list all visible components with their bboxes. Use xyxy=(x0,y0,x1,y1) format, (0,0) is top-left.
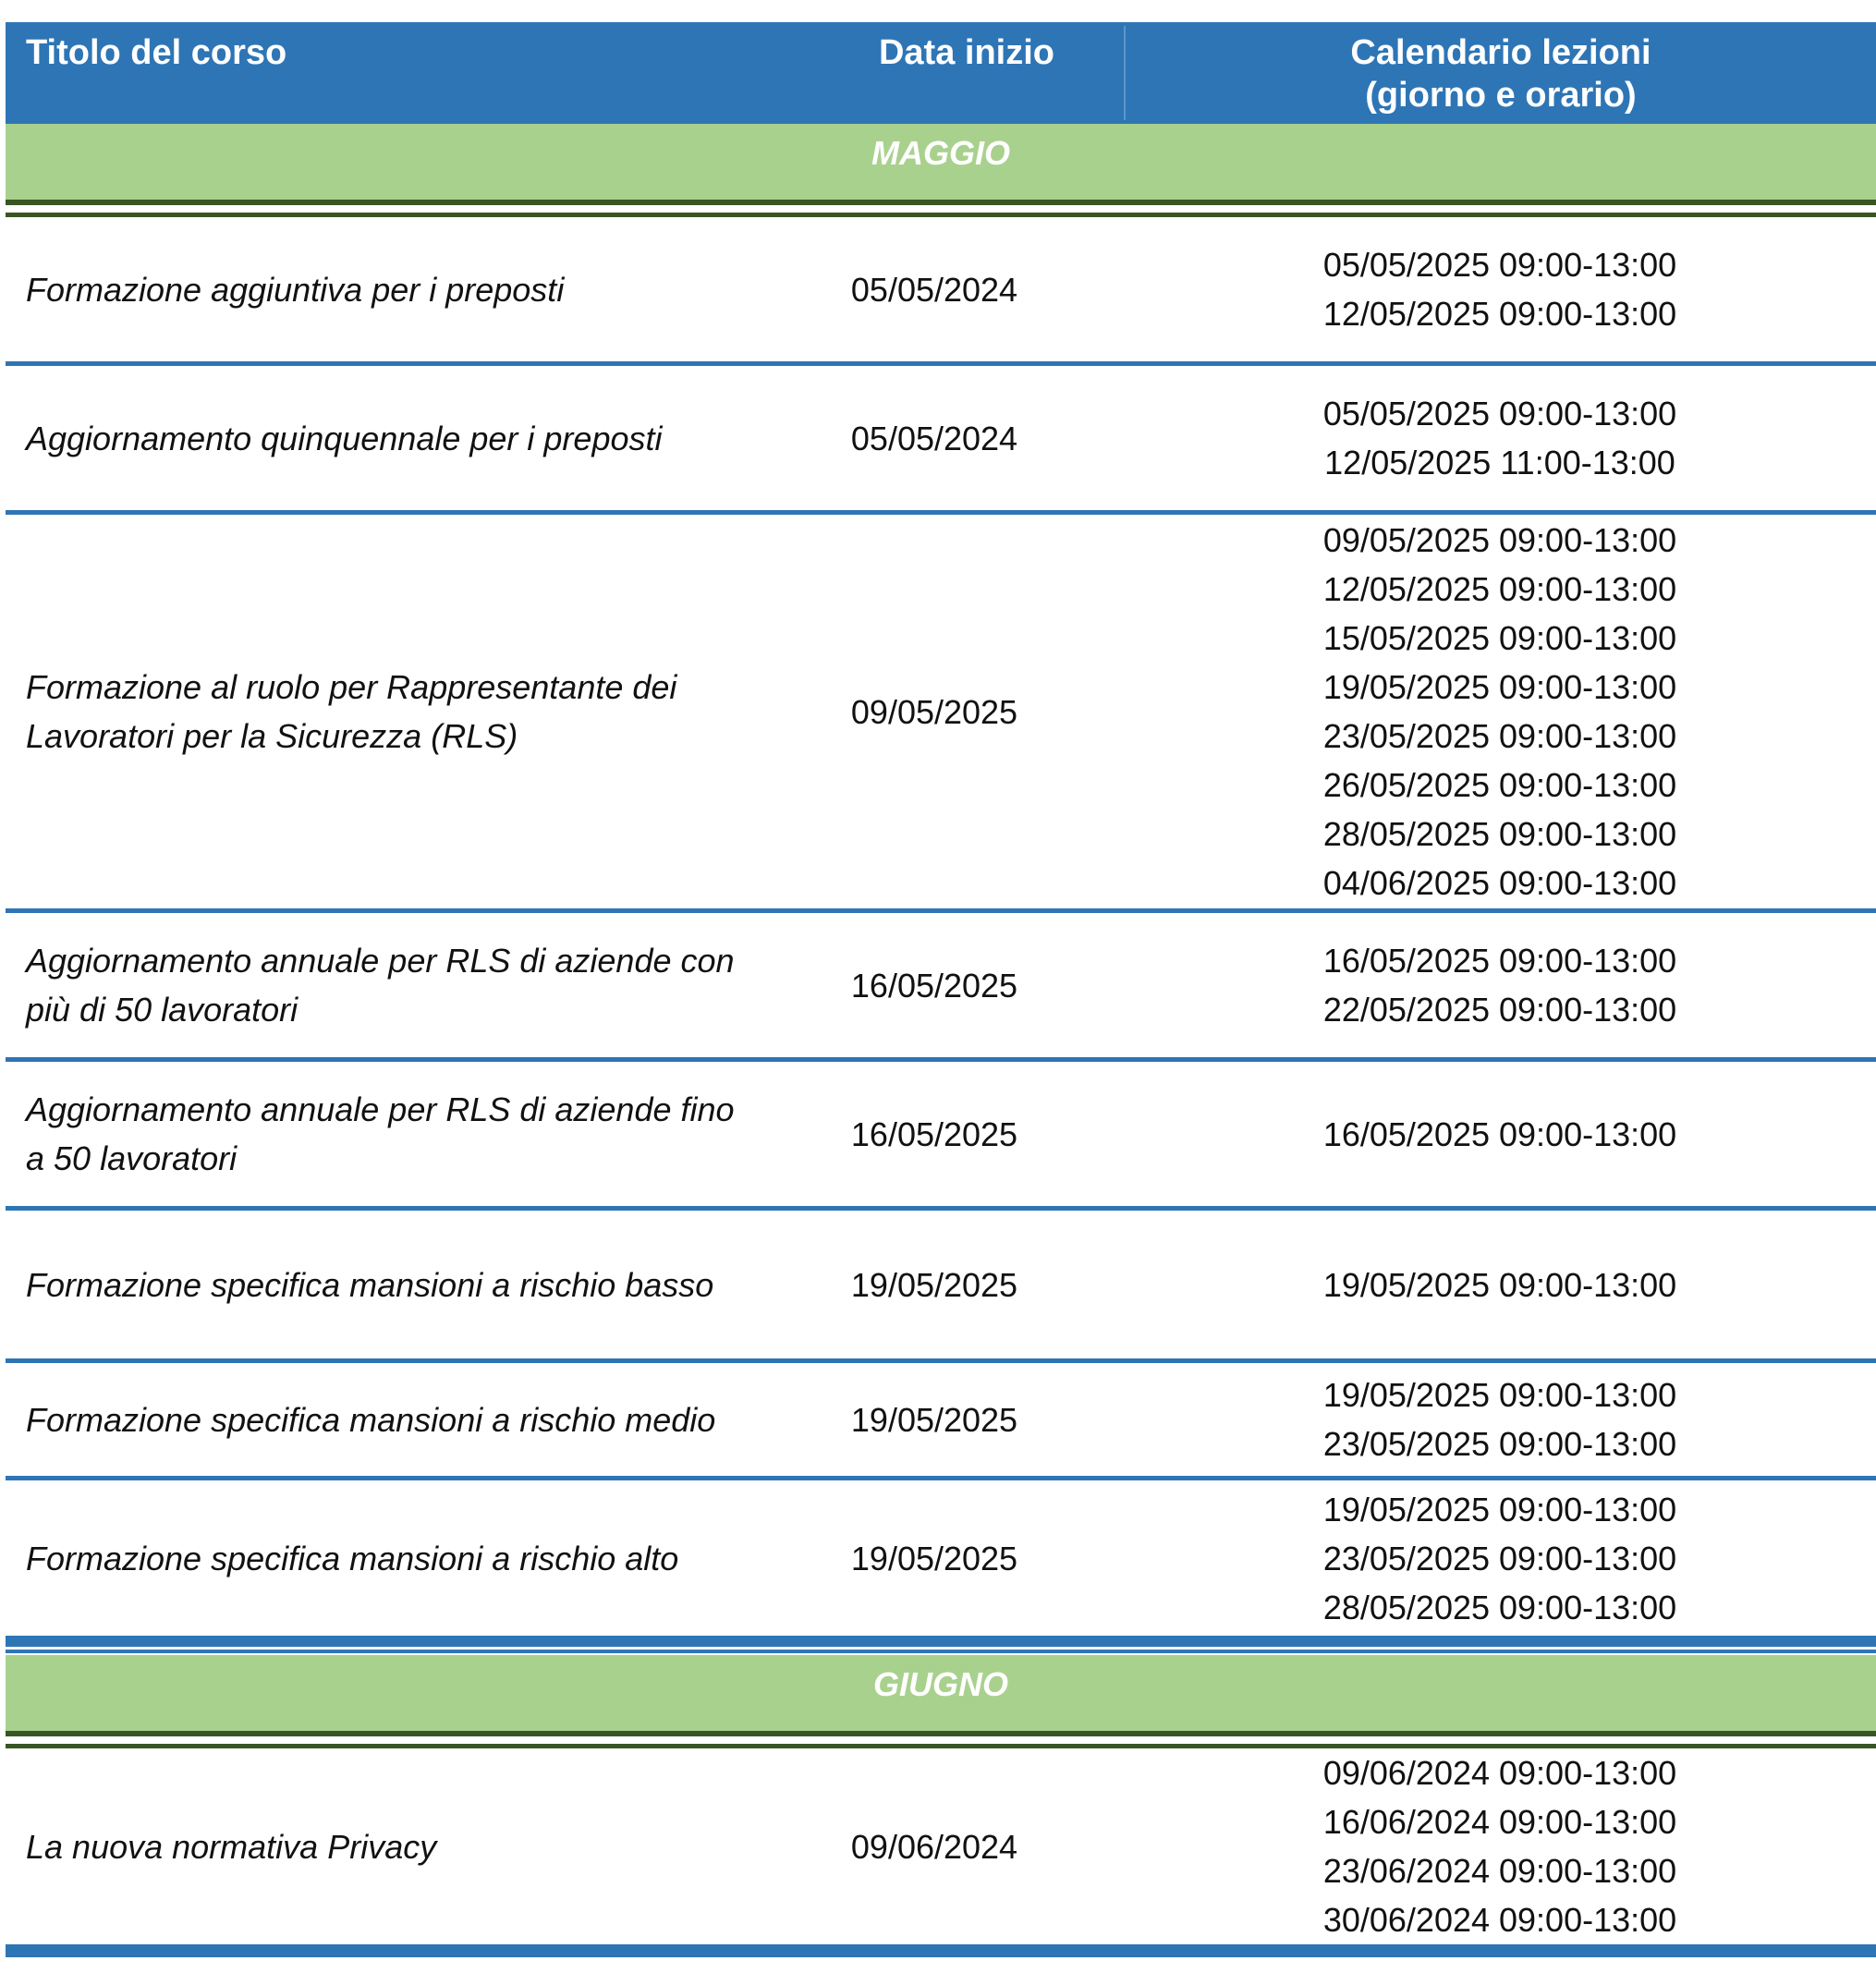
session-item: 19/05/2025 09:00-13:00 xyxy=(1322,1265,1677,1304)
month-header: MAGGIO xyxy=(6,124,1876,200)
session-list xyxy=(1124,240,1876,338)
session-item: 05/05/2025 09:00-13:00 xyxy=(1322,246,1677,284)
table-row xyxy=(6,1748,1876,1949)
course-title: La nuova normativa Privacy xyxy=(26,1827,437,1866)
session-item: 19/05/2025 09:00-13:00 xyxy=(1322,668,1677,706)
start-date: 19/05/2025 xyxy=(850,1265,1018,1304)
session-item: 16/05/2025 09:00-13:00 xyxy=(1322,1114,1677,1153)
table-bottom-rule xyxy=(6,1949,1876,1957)
course-title: Aggiornamento annuale per RLS di aziende fino a 50 lavoratori xyxy=(26,1090,735,1177)
session-list xyxy=(1124,389,1876,487)
header-calendar xyxy=(1126,31,1876,116)
header-calendar-line2: (giorno e orario) xyxy=(1365,76,1637,115)
start-date: 19/05/2025 xyxy=(850,1400,1018,1439)
session-list xyxy=(1124,516,1876,907)
month-rule-gap xyxy=(6,1736,1876,1744)
month-header: GIUGNO xyxy=(6,1655,1876,1731)
session-list xyxy=(1124,1485,1876,1632)
separator-line xyxy=(6,1650,1876,1653)
start-date: 05/05/2024 xyxy=(850,419,1018,457)
course-title: Formazione al ruolo per Rappresentante dei Lavoratori per la Sicurezza (RLS) xyxy=(26,668,677,755)
session-item: 22/05/2025 09:00-13:00 xyxy=(1322,991,1677,1029)
session-item: 28/05/2025 09:00-13:00 xyxy=(1322,815,1677,853)
start-date: 16/05/2025 xyxy=(850,966,1018,1005)
table-body xyxy=(6,124,1876,1957)
session-item: 16/06/2024 09:00-13:00 xyxy=(1322,1803,1677,1841)
session-list xyxy=(1124,1748,1876,1944)
separator-line xyxy=(6,1640,1876,1647)
course-title: Formazione aggiuntiva per i preposti xyxy=(26,270,565,309)
table-row xyxy=(6,1480,1876,1640)
session-item: 12/05/2025 09:00-13:00 xyxy=(1322,570,1677,608)
session-item: 05/05/2025 09:00-13:00 xyxy=(1322,395,1677,432)
session-item: 09/05/2025 09:00-13:00 xyxy=(1322,521,1677,559)
table-row xyxy=(6,1211,1876,1363)
session-item: 23/05/2025 09:00-13:00 xyxy=(1322,1425,1677,1463)
session-item: 23/05/2025 09:00-13:00 xyxy=(1322,717,1677,755)
session-item: 12/05/2025 09:00-13:00 xyxy=(1322,295,1677,333)
course-title: Aggiornamento quinquennale per i preposti xyxy=(26,419,663,457)
session-item: 19/05/2025 09:00-13:00 xyxy=(1322,1376,1677,1414)
session-item: 23/06/2024 09:00-13:00 xyxy=(1322,1852,1677,1890)
session-item: 19/05/2025 09:00-13:00 xyxy=(1322,1490,1677,1528)
course-title: Aggiornamento annuale per RLS di aziende con più di 50 lavoratori xyxy=(26,942,735,1029)
session-list xyxy=(1124,1370,1876,1468)
course-schedule-table xyxy=(6,22,1876,1957)
start-date: 09/05/2025 xyxy=(850,692,1018,731)
session-item: 12/05/2025 11:00-13:00 xyxy=(1324,444,1675,481)
table-row xyxy=(6,217,1876,366)
start-date: 19/05/2025 xyxy=(850,1539,1018,1577)
section-separator xyxy=(6,1640,1876,1655)
session-item: 09/06/2024 09:00-13:00 xyxy=(1322,1754,1677,1792)
table-row xyxy=(6,1363,1876,1480)
month-rule-gap xyxy=(6,205,1876,213)
course-title: Formazione specifica mansioni a rischio basso xyxy=(26,1265,714,1304)
table-row xyxy=(6,913,1876,1062)
header-start-date: Data inizio xyxy=(878,33,1055,72)
table-row xyxy=(6,515,1876,913)
session-item: 26/05/2025 09:00-13:00 xyxy=(1322,766,1677,804)
session-item: 16/05/2025 09:00-13:00 xyxy=(1322,942,1677,980)
header-calendar-line1: Calendario lezioni xyxy=(1350,33,1651,72)
table-row xyxy=(6,1062,1876,1211)
course-title: Formazione specifica mansioni a rischio alto xyxy=(26,1539,679,1577)
session-item: 15/05/2025 09:00-13:00 xyxy=(1322,619,1677,657)
session-item: 28/05/2025 09:00-13:00 xyxy=(1322,1588,1677,1626)
table-row xyxy=(6,366,1876,515)
session-item: 04/06/2025 09:00-13:00 xyxy=(1322,864,1677,902)
session-list xyxy=(1124,936,1876,1034)
session-item: 30/06/2024 09:00-13:00 xyxy=(1322,1901,1677,1939)
session-item: 23/05/2025 09:00-13:00 xyxy=(1322,1539,1677,1577)
start-date: 05/05/2024 xyxy=(850,270,1018,309)
session-list xyxy=(1124,1260,1876,1309)
course-title: Formazione specifica mansioni a rischio medio xyxy=(26,1400,716,1439)
table-header xyxy=(6,22,1876,124)
start-date: 16/05/2025 xyxy=(850,1114,1018,1153)
session-list xyxy=(1124,1110,1876,1159)
start-date: 09/06/2024 xyxy=(850,1827,1018,1866)
header-course-title: Titolo del corso xyxy=(26,33,287,72)
